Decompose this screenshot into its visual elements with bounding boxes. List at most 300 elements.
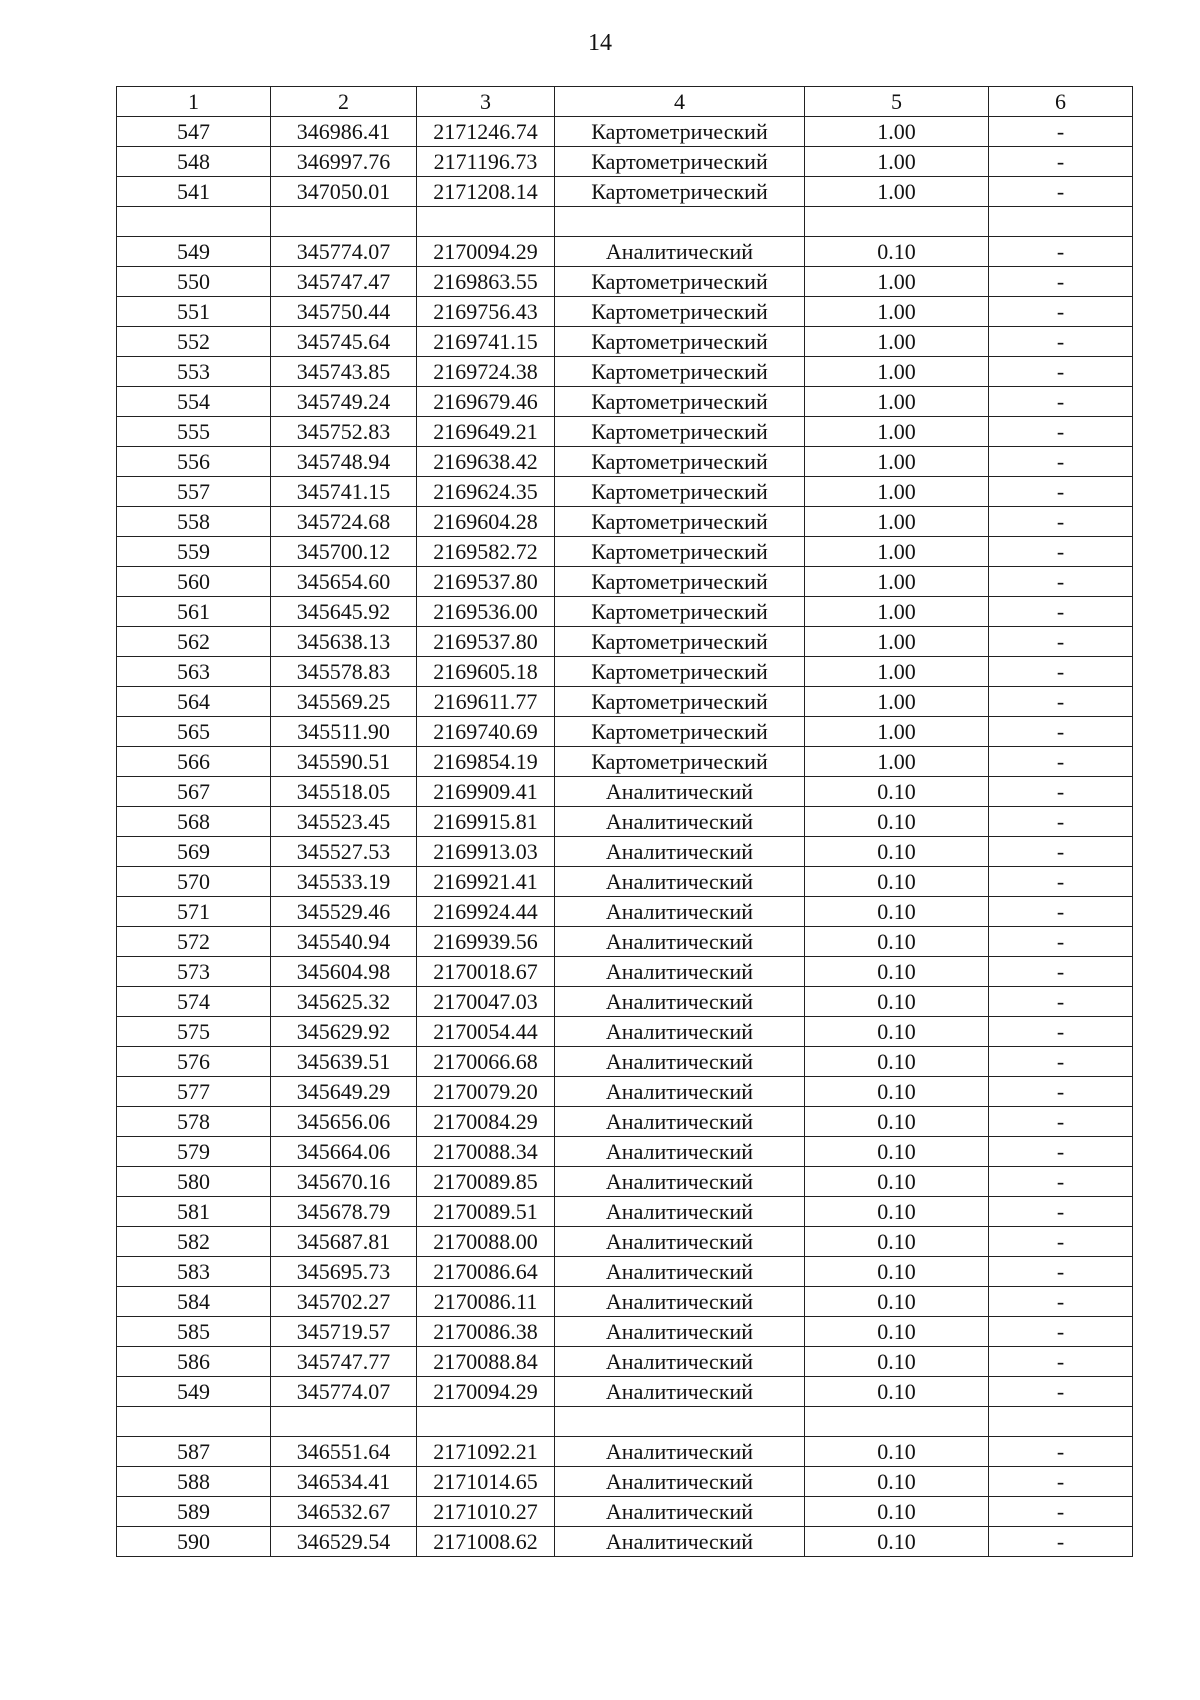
method-cell: Аналитический	[555, 1317, 805, 1347]
accuracy-cell: 1.00	[805, 357, 989, 387]
note-cell: -	[989, 807, 1133, 837]
accuracy-cell: 1.00	[805, 177, 989, 207]
method-cell: Картометрический	[555, 297, 805, 327]
column-header: 6	[989, 87, 1133, 117]
note-cell	[989, 207, 1133, 237]
point-number-cell: 554	[117, 387, 271, 417]
column-header: 2	[271, 87, 417, 117]
x-coordinate-cell: 345529.46	[271, 897, 417, 927]
table-row	[117, 1377, 1133, 1407]
table-row	[117, 1077, 1133, 1107]
y-coordinate-cell: 2169915.81	[417, 807, 555, 837]
point-number-cell: 553	[117, 357, 271, 387]
x-coordinate-cell: 345743.85	[271, 357, 417, 387]
note-cell: -	[989, 837, 1133, 867]
table-row	[117, 267, 1133, 297]
point-number-cell: 581	[117, 1197, 271, 1227]
x-coordinate-cell: 345569.25	[271, 687, 417, 717]
point-number-cell: 578	[117, 1107, 271, 1137]
y-coordinate-cell: 2170084.29	[417, 1107, 555, 1137]
note-cell: -	[989, 1287, 1133, 1317]
table-row	[117, 297, 1133, 327]
y-coordinate-cell: 2170066.68	[417, 1047, 555, 1077]
note-cell: -	[989, 357, 1133, 387]
table-row	[117, 237, 1133, 267]
accuracy-cell: 0.10	[805, 957, 989, 987]
accuracy-cell: 0.10	[805, 237, 989, 267]
method-cell: Аналитический	[555, 927, 805, 957]
y-coordinate-cell: 2169605.18	[417, 657, 555, 687]
table-body	[117, 117, 1133, 1557]
table-row	[117, 1107, 1133, 1137]
table-row	[117, 777, 1133, 807]
method-cell: Картометрический	[555, 267, 805, 297]
column-header: 3	[417, 87, 555, 117]
x-coordinate-cell: 346551.64	[271, 1437, 417, 1467]
x-coordinate-cell: 345527.53	[271, 837, 417, 867]
point-number-cell: 541	[117, 177, 271, 207]
x-coordinate-cell: 345578.83	[271, 657, 417, 687]
method-cell: Картометрический	[555, 357, 805, 387]
method-cell: Картометрический	[555, 477, 805, 507]
x-coordinate-cell: 345774.07	[271, 1377, 417, 1407]
point-number-cell: 551	[117, 297, 271, 327]
x-coordinate-cell: 346532.67	[271, 1497, 417, 1527]
method-cell: Картометрический	[555, 387, 805, 417]
y-coordinate-cell: 2170089.51	[417, 1197, 555, 1227]
x-coordinate-cell: 345678.79	[271, 1197, 417, 1227]
method-cell: Аналитический	[555, 1467, 805, 1497]
table-row	[117, 747, 1133, 777]
point-number-cell: 576	[117, 1047, 271, 1077]
y-coordinate-cell: 2170018.67	[417, 957, 555, 987]
table-row	[117, 1347, 1133, 1377]
note-cell: -	[989, 1227, 1133, 1257]
y-coordinate-cell: 2170047.03	[417, 987, 555, 1017]
accuracy-cell: 0.10	[805, 1437, 989, 1467]
note-cell: -	[989, 927, 1133, 957]
method-cell: Аналитический	[555, 1527, 805, 1557]
table-row	[117, 1527, 1133, 1557]
note-cell: -	[989, 657, 1133, 687]
table-row	[117, 507, 1133, 537]
x-coordinate-cell: 345670.16	[271, 1167, 417, 1197]
y-coordinate-cell: 2170088.34	[417, 1137, 555, 1167]
note-cell: -	[989, 1497, 1133, 1527]
point-number-cell: 575	[117, 1017, 271, 1047]
note-cell: -	[989, 417, 1133, 447]
point-number-cell: 588	[117, 1467, 271, 1497]
note-cell: -	[989, 567, 1133, 597]
accuracy-cell: 0.10	[805, 1467, 989, 1497]
method-cell: Картометрический	[555, 687, 805, 717]
table-row	[117, 537, 1133, 567]
accuracy-cell: 0.10	[805, 987, 989, 1017]
table-row	[117, 1017, 1133, 1047]
method-cell: Аналитический	[555, 837, 805, 867]
accuracy-cell: 0.10	[805, 1047, 989, 1077]
method-cell: Картометрический	[555, 717, 805, 747]
note-cell	[989, 1407, 1133, 1437]
table-row	[117, 1227, 1133, 1257]
note-cell: -	[989, 1137, 1133, 1167]
y-coordinate-cell: 2171092.21	[417, 1437, 555, 1467]
accuracy-cell	[805, 207, 989, 237]
table-row	[117, 957, 1133, 987]
y-coordinate-cell: 2171010.27	[417, 1497, 555, 1527]
method-cell: Картометрический	[555, 147, 805, 177]
x-coordinate-cell: 345747.77	[271, 1347, 417, 1377]
note-cell: -	[989, 1257, 1133, 1287]
x-coordinate-cell: 345702.27	[271, 1287, 417, 1317]
accuracy-cell: 0.10	[805, 1287, 989, 1317]
accuracy-cell: 0.10	[805, 1167, 989, 1197]
y-coordinate-cell: 2169611.77	[417, 687, 555, 717]
note-cell: -	[989, 687, 1133, 717]
method-cell	[555, 207, 805, 237]
note-cell: -	[989, 507, 1133, 537]
table-row	[117, 987, 1133, 1017]
method-cell: Аналитический	[555, 1257, 805, 1287]
x-coordinate-cell: 345649.29	[271, 1077, 417, 1107]
note-cell: -	[989, 177, 1133, 207]
method-cell: Аналитический	[555, 1227, 805, 1257]
table-row	[117, 1437, 1133, 1467]
x-coordinate-cell	[271, 207, 417, 237]
y-coordinate-cell: 2169638.42	[417, 447, 555, 477]
table-row	[117, 597, 1133, 627]
accuracy-cell: 0.10	[805, 1497, 989, 1527]
x-coordinate-cell: 347050.01	[271, 177, 417, 207]
point-number-cell: 566	[117, 747, 271, 777]
note-cell: -	[989, 447, 1133, 477]
y-coordinate-cell: 2171014.65	[417, 1467, 555, 1497]
note-cell: -	[989, 477, 1133, 507]
accuracy-cell: 1.00	[805, 327, 989, 357]
accuracy-cell: 0.10	[805, 1017, 989, 1047]
table-row	[117, 417, 1133, 447]
method-cell: Аналитический	[555, 987, 805, 1017]
x-coordinate-cell: 345664.06	[271, 1137, 417, 1167]
x-coordinate-cell: 345533.19	[271, 867, 417, 897]
note-cell: -	[989, 1527, 1133, 1557]
accuracy-cell: 0.10	[805, 1377, 989, 1407]
table-row	[117, 837, 1133, 867]
x-coordinate-cell: 345748.94	[271, 447, 417, 477]
point-number-cell: 583	[117, 1257, 271, 1287]
method-cell: Аналитический	[555, 1077, 805, 1107]
accuracy-cell: 1.00	[805, 267, 989, 297]
note-cell: -	[989, 747, 1133, 777]
x-coordinate-cell: 345774.07	[271, 237, 417, 267]
point-number-cell: 586	[117, 1347, 271, 1377]
note-cell: -	[989, 1197, 1133, 1227]
note-cell: -	[989, 777, 1133, 807]
accuracy-cell: 0.10	[805, 807, 989, 837]
point-number-cell: 557	[117, 477, 271, 507]
table-row	[117, 1167, 1133, 1197]
y-coordinate-cell: 2171246.74	[417, 117, 555, 147]
accuracy-cell	[805, 1407, 989, 1437]
accuracy-cell: 0.10	[805, 777, 989, 807]
table-row	[117, 807, 1133, 837]
note-cell: -	[989, 1167, 1133, 1197]
method-cell: Картометрический	[555, 117, 805, 147]
x-coordinate-cell: 345523.45	[271, 807, 417, 837]
method-cell: Картометрический	[555, 627, 805, 657]
x-coordinate-cell: 345629.92	[271, 1017, 417, 1047]
method-cell: Картометрический	[555, 177, 805, 207]
method-cell: Картометрический	[555, 657, 805, 687]
accuracy-cell: 0.10	[805, 897, 989, 927]
point-number-cell: 569	[117, 837, 271, 867]
accuracy-cell: 1.00	[805, 747, 989, 777]
accuracy-cell: 0.10	[805, 1197, 989, 1227]
note-cell: -	[989, 597, 1133, 627]
y-coordinate-cell	[417, 1407, 555, 1437]
y-coordinate-cell: 2169582.72	[417, 537, 555, 567]
y-coordinate-cell: 2169604.28	[417, 507, 555, 537]
point-number-cell: 572	[117, 927, 271, 957]
table-row	[117, 1137, 1133, 1167]
method-cell: Картометрический	[555, 747, 805, 777]
y-coordinate-cell: 2170086.38	[417, 1317, 555, 1347]
x-coordinate-cell: 345639.51	[271, 1047, 417, 1077]
y-coordinate-cell: 2169679.46	[417, 387, 555, 417]
y-coordinate-cell: 2169854.19	[417, 747, 555, 777]
point-number-cell: 589	[117, 1497, 271, 1527]
point-number-cell: 559	[117, 537, 271, 567]
point-number-cell: 565	[117, 717, 271, 747]
note-cell: -	[989, 867, 1133, 897]
table-row	[117, 117, 1133, 147]
note-cell: -	[989, 1437, 1133, 1467]
accuracy-cell: 1.00	[805, 447, 989, 477]
x-coordinate-cell: 345700.12	[271, 537, 417, 567]
method-cell: Аналитический	[555, 1017, 805, 1047]
accuracy-cell: 1.00	[805, 417, 989, 447]
y-coordinate-cell: 2169939.56	[417, 927, 555, 957]
x-coordinate-cell: 345747.47	[271, 267, 417, 297]
x-coordinate-cell: 345724.68	[271, 507, 417, 537]
point-number-cell: 564	[117, 687, 271, 717]
note-cell: -	[989, 1377, 1133, 1407]
note-cell: -	[989, 237, 1133, 267]
y-coordinate-cell: 2169624.35	[417, 477, 555, 507]
accuracy-cell: 0.10	[805, 1317, 989, 1347]
method-cell: Аналитический	[555, 237, 805, 267]
method-cell: Картометрический	[555, 507, 805, 537]
column-header: 4	[555, 87, 805, 117]
note-cell: -	[989, 387, 1133, 417]
note-cell: -	[989, 1467, 1133, 1497]
method-cell: Аналитический	[555, 1347, 805, 1377]
note-cell: -	[989, 297, 1133, 327]
accuracy-cell: 1.00	[805, 147, 989, 177]
method-cell: Аналитический	[555, 1107, 805, 1137]
method-cell: Картометрический	[555, 567, 805, 597]
x-coordinate-cell: 345625.32	[271, 987, 417, 1017]
method-cell: Аналитический	[555, 957, 805, 987]
point-number-cell: 549	[117, 1377, 271, 1407]
y-coordinate-cell: 2169537.80	[417, 567, 555, 597]
table-row	[117, 897, 1133, 927]
method-cell: Картометрический	[555, 327, 805, 357]
y-coordinate-cell: 2169724.38	[417, 357, 555, 387]
point-number-cell: 571	[117, 897, 271, 927]
table-row	[117, 147, 1133, 177]
note-cell: -	[989, 147, 1133, 177]
accuracy-cell: 0.10	[805, 1347, 989, 1377]
method-cell: Аналитический	[555, 807, 805, 837]
x-coordinate-cell: 346997.76	[271, 147, 417, 177]
y-coordinate-cell: 2169924.44	[417, 897, 555, 927]
accuracy-cell: 1.00	[805, 507, 989, 537]
accuracy-cell: 0.10	[805, 1107, 989, 1137]
point-number-cell: 587	[117, 1437, 271, 1467]
note-cell: -	[989, 537, 1133, 567]
method-cell: Картометрический	[555, 537, 805, 567]
separator-row	[117, 207, 1133, 237]
point-number-cell: 560	[117, 567, 271, 597]
separator-row	[117, 1407, 1133, 1437]
point-number-cell: 577	[117, 1077, 271, 1107]
y-coordinate-cell: 2169909.41	[417, 777, 555, 807]
table-row	[117, 1317, 1133, 1347]
y-coordinate-cell: 2169537.80	[417, 627, 555, 657]
point-number-cell: 549	[117, 237, 271, 267]
y-coordinate-cell: 2169741.15	[417, 327, 555, 357]
x-coordinate-cell: 346986.41	[271, 117, 417, 147]
x-coordinate-cell: 345695.73	[271, 1257, 417, 1287]
x-coordinate-cell: 345719.57	[271, 1317, 417, 1347]
method-cell: Аналитический	[555, 1437, 805, 1467]
point-number-cell: 573	[117, 957, 271, 987]
y-coordinate-cell: 2170088.84	[417, 1347, 555, 1377]
method-cell: Аналитический	[555, 777, 805, 807]
y-coordinate-cell: 2170088.00	[417, 1227, 555, 1257]
point-number-cell: 555	[117, 417, 271, 447]
accuracy-cell: 1.00	[805, 627, 989, 657]
point-number-cell	[117, 1407, 271, 1437]
y-coordinate-cell: 2170094.29	[417, 237, 555, 267]
table-row	[117, 1287, 1133, 1317]
y-coordinate-cell: 2169863.55	[417, 267, 555, 297]
table-row	[117, 477, 1133, 507]
accuracy-cell: 0.10	[805, 1137, 989, 1167]
table-row	[117, 447, 1133, 477]
accuracy-cell: 1.00	[805, 717, 989, 747]
point-number-cell: 561	[117, 597, 271, 627]
note-cell: -	[989, 1017, 1133, 1047]
method-cell: Аналитический	[555, 1047, 805, 1077]
method-cell: Аналитический	[555, 1167, 805, 1197]
table-row	[117, 357, 1133, 387]
note-cell: -	[989, 1077, 1133, 1107]
method-cell	[555, 1407, 805, 1437]
point-number-cell: 584	[117, 1287, 271, 1317]
y-coordinate-cell: 2170079.20	[417, 1077, 555, 1107]
note-cell: -	[989, 327, 1133, 357]
y-coordinate-cell: 2169536.00	[417, 597, 555, 627]
note-cell: -	[989, 1317, 1133, 1347]
accuracy-cell: 1.00	[805, 657, 989, 687]
x-coordinate-cell: 346534.41	[271, 1467, 417, 1497]
note-cell: -	[989, 957, 1133, 987]
x-coordinate-cell: 345745.64	[271, 327, 417, 357]
y-coordinate-cell: 2169740.69	[417, 717, 555, 747]
x-coordinate-cell: 345654.60	[271, 567, 417, 597]
point-number-cell: 563	[117, 657, 271, 687]
method-cell: Аналитический	[555, 867, 805, 897]
accuracy-cell: 1.00	[805, 567, 989, 597]
method-cell: Аналитический	[555, 1497, 805, 1527]
table-row	[117, 567, 1133, 597]
accuracy-cell: 1.00	[805, 477, 989, 507]
x-coordinate-cell: 345540.94	[271, 927, 417, 957]
y-coordinate-cell: 2170089.85	[417, 1167, 555, 1197]
y-coordinate-cell	[417, 207, 555, 237]
note-cell: -	[989, 267, 1133, 297]
accuracy-cell: 1.00	[805, 297, 989, 327]
note-cell: -	[989, 1107, 1133, 1137]
table-row	[117, 1047, 1133, 1077]
x-coordinate-cell	[271, 1407, 417, 1437]
method-cell: Аналитический	[555, 1137, 805, 1167]
table-row	[117, 687, 1133, 717]
column-header: 1	[117, 87, 271, 117]
table-row	[117, 1497, 1133, 1527]
point-number-cell: 552	[117, 327, 271, 357]
y-coordinate-cell: 2169913.03	[417, 837, 555, 867]
point-number-cell: 568	[117, 807, 271, 837]
point-number-cell: 556	[117, 447, 271, 477]
point-number-cell	[117, 207, 271, 237]
x-coordinate-cell: 345749.24	[271, 387, 417, 417]
y-coordinate-cell: 2171196.73	[417, 147, 555, 177]
x-coordinate-cell: 345752.83	[271, 417, 417, 447]
x-coordinate-cell: 346529.54	[271, 1527, 417, 1557]
y-coordinate-cell: 2170054.44	[417, 1017, 555, 1047]
point-number-cell: 558	[117, 507, 271, 537]
note-cell: -	[989, 987, 1133, 1017]
y-coordinate-cell: 2170086.64	[417, 1257, 555, 1287]
note-cell: -	[989, 117, 1133, 147]
y-coordinate-cell: 2170094.29	[417, 1377, 555, 1407]
point-number-cell: 562	[117, 627, 271, 657]
table-row	[117, 177, 1133, 207]
table-row	[117, 327, 1133, 357]
y-coordinate-cell: 2171208.14	[417, 177, 555, 207]
accuracy-cell: 1.00	[805, 387, 989, 417]
table-header-row	[117, 87, 1133, 117]
table-row	[117, 867, 1133, 897]
x-coordinate-cell: 345645.92	[271, 597, 417, 627]
accuracy-cell: 1.00	[805, 537, 989, 567]
x-coordinate-cell: 345656.06	[271, 1107, 417, 1137]
x-coordinate-cell: 345638.13	[271, 627, 417, 657]
point-number-cell: 574	[117, 987, 271, 1017]
method-cell: Аналитический	[555, 1287, 805, 1317]
accuracy-cell: 1.00	[805, 687, 989, 717]
accuracy-cell: 1.00	[805, 117, 989, 147]
table-row	[117, 1467, 1133, 1497]
y-coordinate-cell: 2169649.21	[417, 417, 555, 447]
note-cell: -	[989, 1047, 1133, 1077]
point-number-cell: 585	[117, 1317, 271, 1347]
accuracy-cell: 0.10	[805, 1077, 989, 1107]
table-row	[117, 1257, 1133, 1287]
